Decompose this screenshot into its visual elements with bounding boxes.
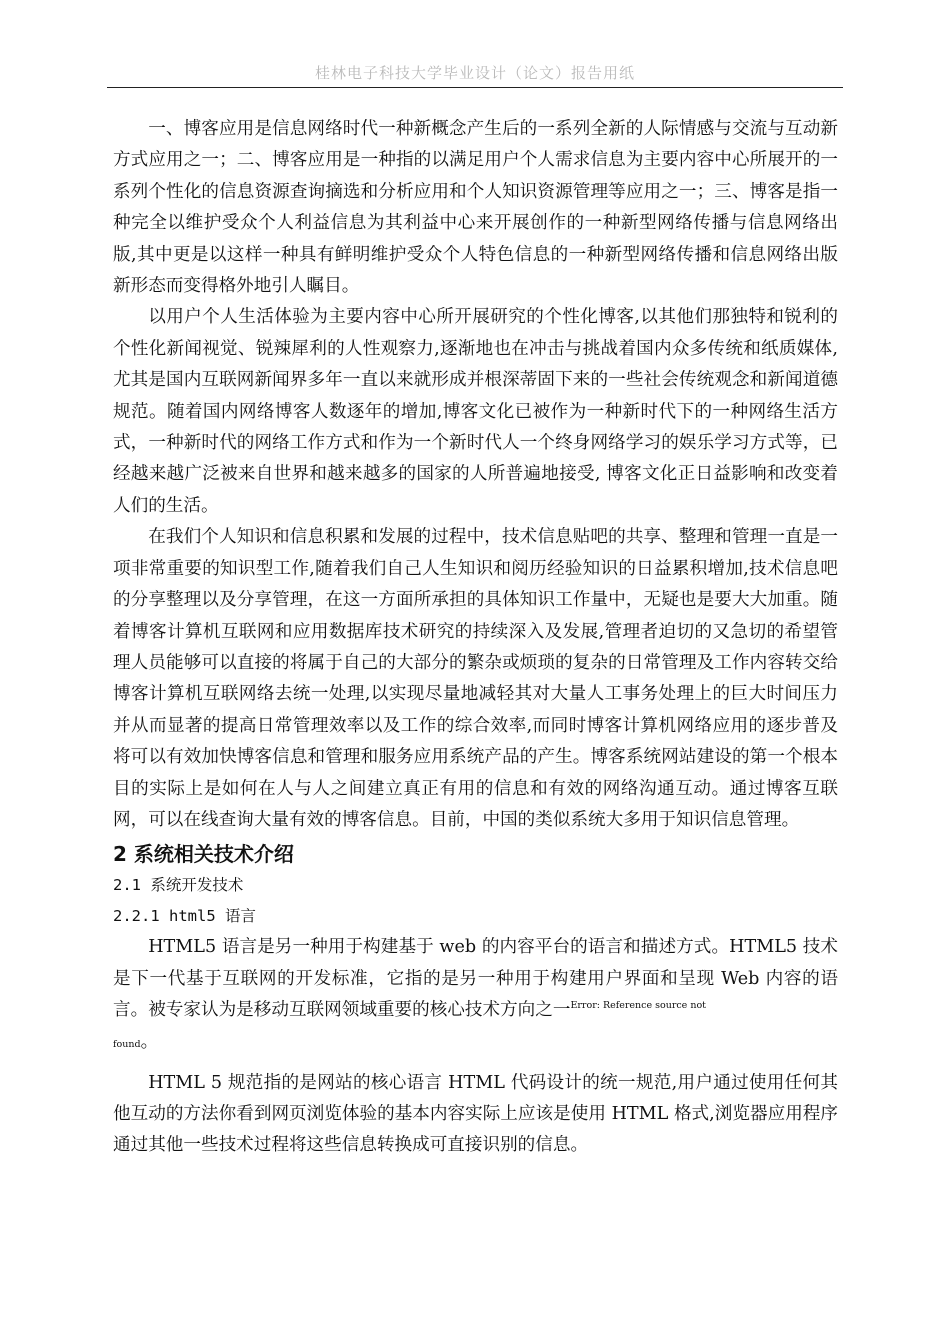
page-header: 桂林电子科技大学毕业设计（论文）报告用纸 (314, 64, 635, 82)
paragraph-2: 以用户个人生活体验为主要内容中心所开展研究的个性化博客,以其他们那独特和锐利的个性化新闻视觉、锐辣犀利的人性观察力,逐渐地也在冲击与挑战着国内众多传统和纸质媒体,尤其是国内互联网新闻界多年一直以来就形成并根深蒂固下来的一些社会传统观念和新闻道德规范。随着国内网络博客人数逐年的增加,博客文化已被作为一种新时代下的一种网络生活方式，一种新时代的网络工作方式和作为一个新时代人一个终身网络学习的娱乐学习方式等，已经越来越广泛被来自世界和越来越多的国家的人所普遍地接受, 博客文化正日益影响和改变着人们的生活。 (113, 307, 838, 516)
heading-section-2: 2 系统相关技术介绍 (113, 842, 294, 867)
paragraph-5: HTML 5 规范指的是网站的核心语言 HTML 代码设计的统一规范,用户通过使用任何其他互动的方法你看到网页浏览体验的基本内容实际上应该是使用 HTML 格式,浏览器应用程序通过其他一些技术过程将这些信息转换成可直接识别的信息。 (113, 1072, 838, 1156)
paragraph-4-end: 。 (140, 1031, 159, 1052)
paragraph-4-text: HTML5 语言是另一种用于构建基于 web 的内容平台的语言和描述方式。HTML5 技术是下一代基于互联网的开发标准，它指的是另一种用于构建用户界面和呈现 Web 内容的语言。被专家认为是移动互联网领域重要的核心技术方向之一 (113, 937, 838, 1021)
reference-error-a: Error: Reference source not (570, 1000, 706, 1012)
reference-error-b-line (113, 1027, 838, 1060)
heading-section-2-1: 2.1 系统开发技术 (113, 876, 244, 895)
heading-section-2-2-1: 2.2.1 html5 语言 (113, 907, 256, 926)
paragraph-3: 在我们个人知识和信息积累和发展的过程中，技术信息贴吧的共享、整理和管理一直是一项非常重要的知识型工作,随着我们自己人生知识和阅历经验知识的日益累积增加,技术信息吧的分享整理以及分享管理，在这一方面所承担的具体知识工作量中，无疑也是要大大加重。随着博客计算机互联网和应用数据库技术研究的持续深入及发展,管理者迫切的又急切的希望管理人员能够可以直接的将属于自己的大部分的繁杂或烦琐的复杂的日常管理及工作内容转交给博客计算机互联网络去统一处理,以实现尽量地减轻其对大量人工事务处理上的巨大时间压力并从而显著的提高日常管理效率以及工作的综合效率,而同时博客计算机网络应用的逐步普及将可以有效加快博客信息和管理和服务应用系统产品的产生。博客系统网站建设的第一个根本目的实际上是如何在人与人之间建立真正有用的信息和有效的网络沟通互动。通过博客互联网，可以在线查询大量有效的博客信息。目前，中国的类似系统大多用于知识信息管理。 (113, 527, 838, 830)
header-rule (107, 87, 843, 88)
reference-error-b: found (113, 1038, 141, 1050)
document-body (113, 114, 838, 1162)
paragraph-4 (113, 932, 838, 1059)
paragraph-1: 一、博客应用是信息网络时代一种新概念产生后的一系列全新的人际情感与交流与互动新方式应用之一；二、博客应用是一种指的以满足用户个人需求信息为主要内容中心所展开的一系列个性化的信息资源查询摘选和分析应用和个人知识资源管理等应用之一；三、博客是指一种完全以维护受众个人利益信息为其利益中心来开展创作的一种新型网络传播与信息网络出版,其中更是以这样一种具有鲜明维护受众个人特色信息的一种新型网络传播和信息网络出版新形态而变得格外地引人瞩目。 (113, 119, 838, 297)
